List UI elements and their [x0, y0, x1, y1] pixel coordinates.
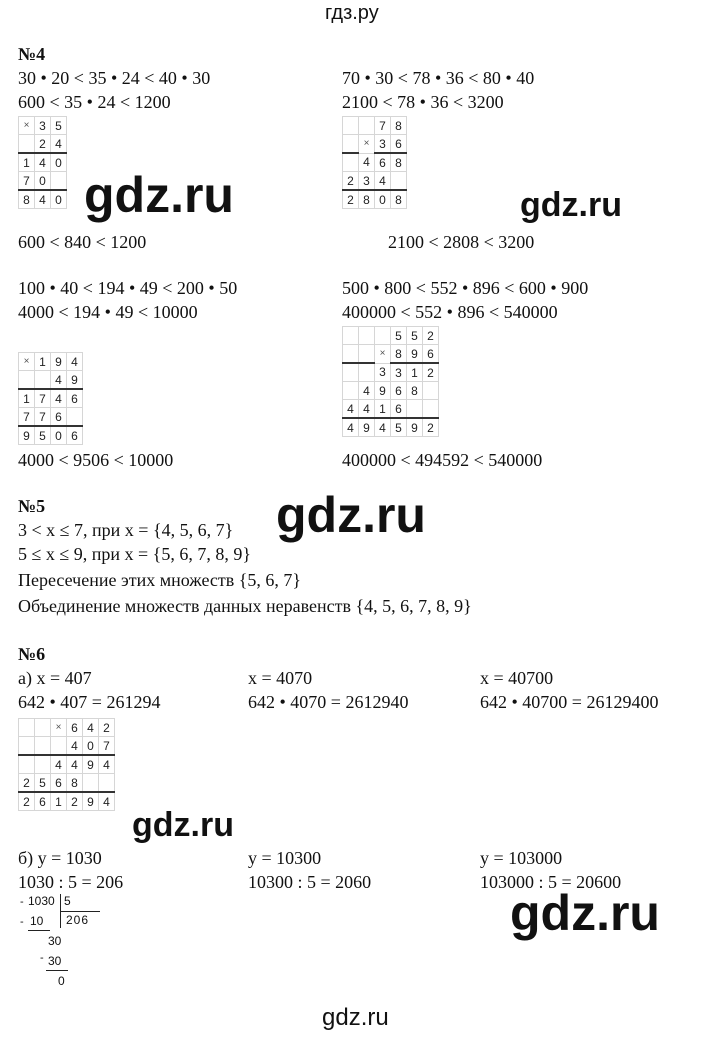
digit-cell — [407, 400, 423, 419]
multiplication-grid-4a — [18, 116, 67, 209]
digit-cell: 1 — [19, 153, 35, 172]
digit-cell — [359, 345, 375, 364]
digit-cell — [99, 774, 115, 793]
digit-cell: 2 — [35, 135, 51, 154]
task4c-line1: 100 • 40 < 194 • 49 < 200 • 50 — [18, 278, 238, 298]
task6-title: №6 — [18, 644, 46, 664]
task5-title: №5 — [18, 496, 46, 516]
task6a-col1: а) x = 407 — [18, 668, 92, 688]
task6b-col1: б) y = 1030 — [18, 848, 102, 868]
digit-cell: 6 — [391, 382, 407, 400]
digit-cell: 9 — [83, 792, 99, 811]
digit-cell — [343, 363, 359, 382]
watermark: gdz.ru — [276, 487, 426, 543]
digit-cell: 6 — [51, 408, 67, 427]
digit-cell: 2 — [343, 172, 359, 191]
task4b-line2: 2100 < 78 • 36 < 3200 — [342, 92, 504, 112]
digit-cell — [35, 371, 51, 390]
digit-cell: 1 — [51, 792, 67, 811]
multiplication-grid-4c — [18, 352, 83, 445]
multiplication-grid-6a — [18, 718, 115, 811]
digit-cell — [343, 345, 359, 364]
digit-cell — [19, 737, 35, 756]
digit-cell: 0 — [83, 737, 99, 756]
digit-cell: 7 — [19, 172, 35, 191]
digit-cell: 3 — [35, 117, 51, 135]
task6b-col2: y = 10300 — [248, 848, 322, 868]
digit-cell: 6 — [423, 345, 439, 364]
site-header: гдз.ру — [325, 2, 379, 24]
task6b-col3: y = 103000 — [480, 848, 563, 868]
digit-cell — [423, 400, 439, 419]
digit-cell: 8 — [391, 345, 407, 364]
digit-cell: 3 — [359, 172, 375, 191]
digit-cell: 4 — [343, 400, 359, 419]
digit-cell: 1 — [407, 363, 423, 382]
task6b-eq3: 103000 : 5 = 20600 — [480, 872, 622, 892]
digit-cell: 7 — [99, 737, 115, 756]
digit-cell: 7 — [35, 389, 51, 408]
digit-cell — [35, 755, 51, 774]
digit-cell: 3 — [375, 135, 391, 154]
digit-cell: 4 — [67, 353, 83, 371]
multiplication-grid-4b — [342, 116, 407, 209]
digit-cell: 1 — [375, 400, 391, 419]
digit-cell: 2 — [19, 792, 35, 811]
task4b-result: 2100 < 2808 < 3200 — [388, 232, 535, 252]
digit-cell — [343, 135, 359, 154]
digit-cell — [51, 172, 67, 191]
digit-cell: 4 — [83, 719, 99, 737]
digit-cell: 5 — [391, 327, 407, 345]
digit-cell: 8 — [391, 153, 407, 172]
digit-cell: 4 — [35, 153, 51, 172]
digit-cell: 0 — [51, 190, 67, 209]
digit-cell — [359, 363, 375, 382]
quotient: 206 — [66, 913, 90, 927]
digit-cell: 9 — [359, 418, 375, 437]
times-sign: × — [51, 719, 67, 737]
digit-cell: 4 — [67, 755, 83, 774]
digit-cell: 4 — [51, 371, 67, 390]
times-sign: × — [19, 117, 35, 135]
digit-cell: 9 — [51, 353, 67, 371]
digit-cell: 3 — [391, 363, 407, 382]
digit-cell: 6 — [67, 719, 83, 737]
watermark: gdz.ru — [132, 806, 234, 844]
digit-cell: 4 — [375, 172, 391, 191]
digit-cell: 6 — [35, 792, 51, 811]
task4a-result: 600 < 840 < 1200 — [18, 232, 147, 252]
digit-cell: 6 — [391, 400, 407, 419]
task5-line2: 5 ≤ x ≤ 9, при x = {5, 6, 7, 8, 9} — [18, 544, 251, 564]
multiplication-grid-4d — [342, 326, 439, 437]
task6b-eq2: 10300 : 5 = 2060 — [248, 872, 372, 892]
digit-cell — [35, 737, 51, 756]
task6a-col2: x = 4070 — [248, 668, 313, 688]
subtract-1: 10 — [30, 914, 44, 928]
digit-cell — [423, 382, 439, 400]
digit-cell — [359, 327, 375, 345]
digit-cell: 9 — [375, 382, 391, 400]
digit-cell: 7 — [35, 408, 51, 427]
digit-cell: 9 — [407, 418, 423, 437]
digit-cell: 9 — [19, 426, 35, 445]
times-sign: × — [19, 353, 35, 371]
digit-cell: 8 — [391, 117, 407, 135]
task4-title: №4 — [18, 44, 46, 64]
digit-cell: 8 — [67, 774, 83, 793]
digit-cell — [35, 719, 51, 737]
task4a-line2: 600 < 35 • 24 < 1200 — [18, 92, 171, 112]
footer-site: gdz.ru — [322, 1004, 389, 1031]
digit-cell: 0 — [51, 426, 67, 445]
digit-cell — [375, 327, 391, 345]
dividend: 1030 — [28, 894, 55, 908]
digit-cell — [343, 327, 359, 345]
digit-cell: 6 — [391, 135, 407, 154]
digit-cell: 0 — [375, 190, 391, 209]
digit-cell: 5 — [35, 426, 51, 445]
digit-cell: 2 — [423, 418, 439, 437]
digit-cell: 4 — [359, 400, 375, 419]
digit-cell: 1 — [19, 389, 35, 408]
task6a-eq1: 642 • 407 = 261294 — [18, 692, 161, 712]
task4a-line1: 30 • 20 < 35 • 24 < 40 • 30 — [18, 68, 211, 88]
long-division: - 1030 5 206 - 10 30 - 30 0 — [20, 894, 120, 994]
task6a-eq2: 642 • 4070 = 2612940 — [248, 692, 409, 712]
digit-cell: 8 — [19, 190, 35, 209]
times-sign: × — [359, 135, 375, 154]
digit-cell: 0 — [51, 153, 67, 172]
digit-cell: 2 — [423, 327, 439, 345]
task4d-line1: 500 • 800 < 552 • 896 < 600 • 900 — [342, 278, 589, 298]
times-sign: × — [375, 345, 391, 364]
digit-cell: 4 — [343, 418, 359, 437]
task4b-line1: 70 • 30 < 78 • 36 < 80 • 40 — [342, 68, 535, 88]
task6b-eq1: 1030 : 5 = 206 — [18, 872, 124, 892]
digit-cell — [359, 117, 375, 135]
digit-cell: 1 — [35, 353, 51, 371]
digit-cell: 4 — [51, 389, 67, 408]
task6a-col3: x = 40700 — [480, 668, 554, 688]
digit-cell: 6 — [67, 389, 83, 408]
digit-cell: 6 — [375, 153, 391, 172]
digit-cell: 4 — [51, 755, 67, 774]
task4d-line2: 400000 < 552 • 896 < 540000 — [342, 302, 558, 322]
digit-cell: 5 — [407, 327, 423, 345]
digit-cell: 5 — [391, 418, 407, 437]
digit-cell: 6 — [67, 426, 83, 445]
digit-cell: 0 — [35, 172, 51, 191]
subtract-2: 30 — [48, 954, 62, 968]
digit-cell: 9 — [67, 371, 83, 390]
digit-cell: 4 — [359, 382, 375, 400]
remainder-2: 0 — [58, 974, 65, 988]
digit-cell — [19, 719, 35, 737]
digit-cell: 2 — [67, 792, 83, 811]
digit-cell: 9 — [407, 345, 423, 364]
digit-cell — [19, 371, 35, 390]
digit-cell — [19, 135, 35, 154]
watermark: gdz.ru — [510, 885, 660, 941]
task4c-line2: 4000 < 194 • 49 < 10000 — [18, 302, 198, 322]
task5-line1: 3 < x ≤ 7, при x = {4, 5, 6, 7} — [18, 520, 234, 540]
digit-cell — [391, 172, 407, 191]
digit-cell: 8 — [407, 382, 423, 400]
task5-line4: Объединение множеств данных неравенств {4, 5, 6, 7, 8, 9} — [18, 596, 472, 616]
digit-cell: 7 — [19, 408, 35, 427]
task6a-eq3: 642 • 40700 = 26129400 — [480, 692, 659, 712]
digit-cell — [19, 755, 35, 774]
digit-cell: 4 — [99, 792, 115, 811]
digit-cell: 6 — [51, 774, 67, 793]
task4c-result: 4000 < 9506 < 10000 — [18, 450, 174, 470]
digit-cell: 4 — [375, 418, 391, 437]
digit-cell — [67, 408, 83, 427]
digit-cell: 3 — [375, 363, 391, 382]
digit-cell: 9 — [83, 755, 99, 774]
digit-cell — [343, 117, 359, 135]
digit-cell — [83, 774, 99, 793]
task5-line3: Пересечение этих множеств {5, 6, 7} — [18, 570, 302, 590]
remainder-1: 30 — [48, 934, 62, 948]
digit-cell: 2 — [423, 363, 439, 382]
digit-cell: 8 — [359, 190, 375, 209]
digit-cell: 2 — [343, 190, 359, 209]
digit-cell: 2 — [99, 719, 115, 737]
task4d-result: 400000 < 494592 < 540000 — [342, 450, 543, 470]
digit-cell: 4 — [51, 135, 67, 154]
watermark: gdz.ru — [84, 167, 234, 223]
digit-cell: 4 — [359, 153, 375, 172]
digit-cell: 2 — [19, 774, 35, 793]
digit-cell — [343, 382, 359, 400]
digit-cell: 4 — [35, 190, 51, 209]
digit-cell: 4 — [67, 737, 83, 756]
digit-cell: 5 — [51, 117, 67, 135]
digit-cell: 8 — [391, 190, 407, 209]
digit-cell: 7 — [375, 117, 391, 135]
watermark: gdz.ru — [520, 186, 622, 224]
digit-cell: 4 — [99, 755, 115, 774]
divisor: 5 — [64, 894, 71, 908]
digit-cell — [51, 737, 67, 756]
digit-cell: 5 — [35, 774, 51, 793]
digit-cell — [343, 153, 359, 172]
